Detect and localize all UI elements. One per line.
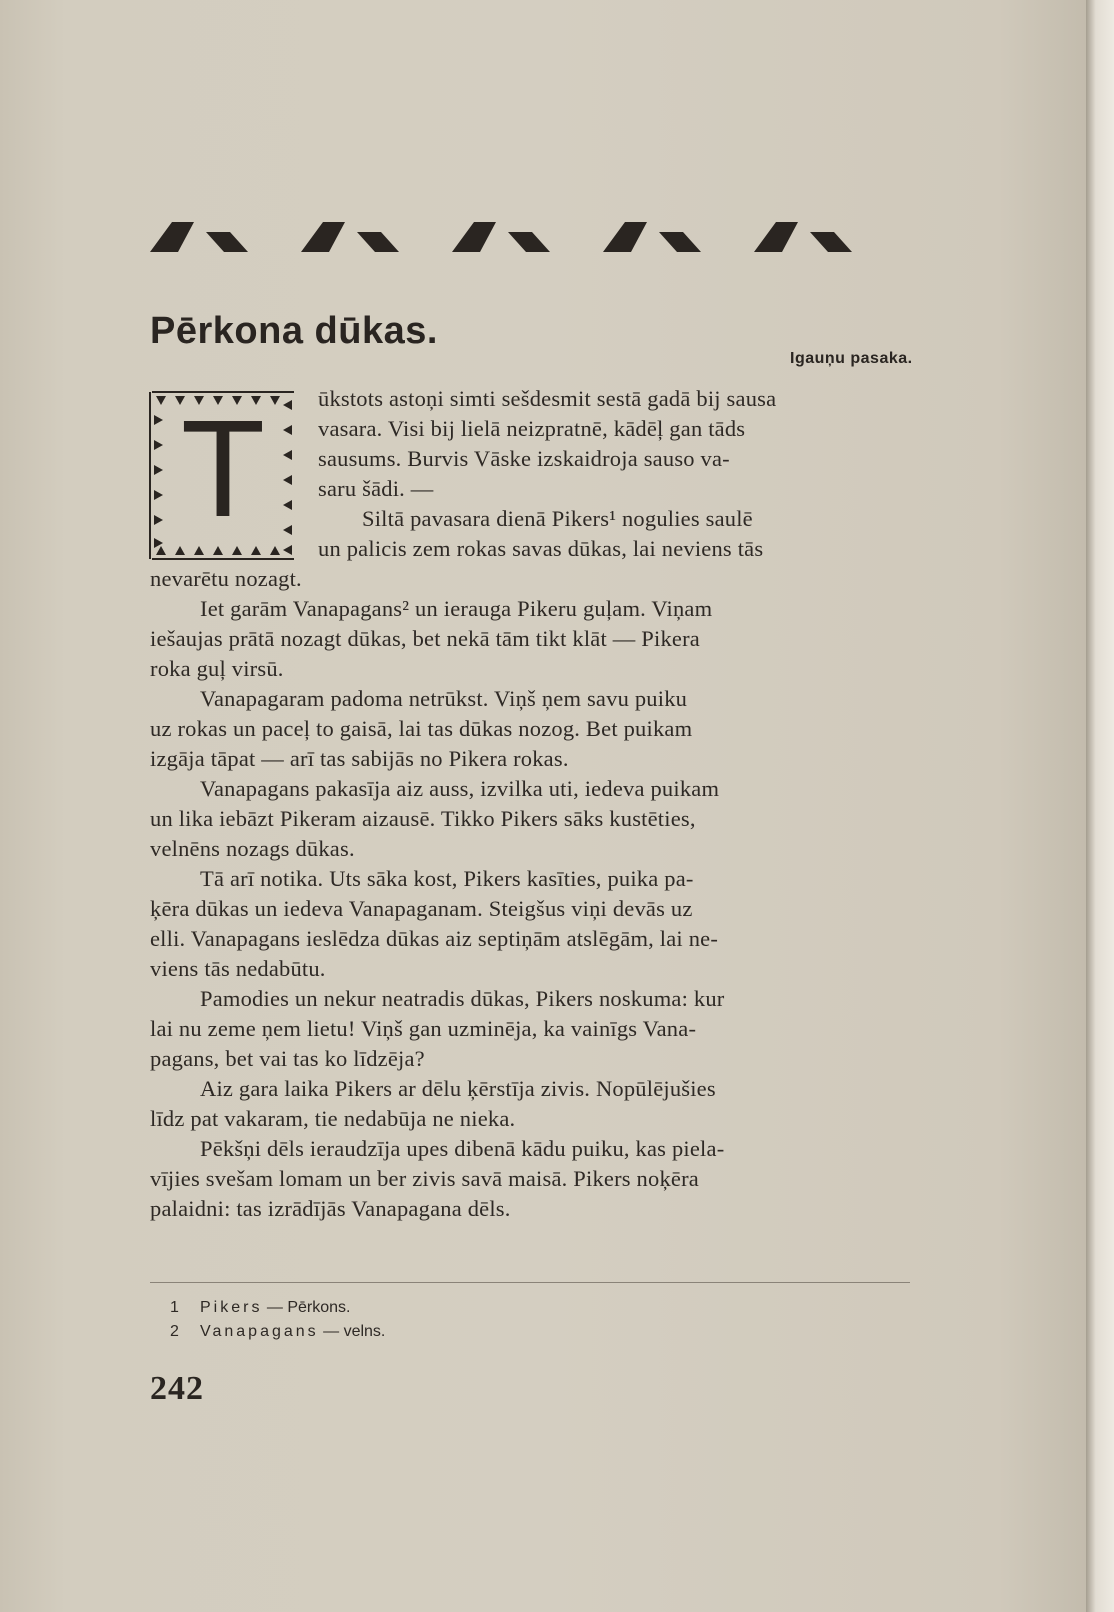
page-number: 242 (150, 1370, 204, 1407)
text-line: Tā arī notika. Uts sāka kost, Pikers kasīties, puika pa- (200, 866, 694, 891)
text-line: vasara. Visi bij lielā neizpratnē, kādēļ gan tāds (318, 416, 746, 441)
text-line: vījies svešam lomam un ber zivis savā maisā. Pikers noķēra (150, 1166, 699, 1191)
text-line: Siltā pavasara dienā Pikers¹ nogulies saulē (362, 506, 753, 531)
text-line: palaidni: tas izrādījās Vanapagana dēls. (150, 1196, 511, 1221)
footnote-definition: — velns. (323, 1323, 386, 1340)
text-line: Pēkšņi dēls ieraudzīja upes dibenā kādu puiku, kas piela- (200, 1136, 725, 1161)
story-title: Pērkona dūkas. (150, 310, 438, 352)
text-line: iešaujas prātā nozagt dūkas, bet nekā tām tikt klāt — Pikera (150, 626, 700, 651)
text-line: nevarētu nozagt. (150, 566, 302, 591)
text-line: Vanapagans pakasīja aiz auss, izvilka uti, iedeva puikam (200, 776, 720, 801)
text-line: līdz pat vakaram, tie nedabūja ne nieka. (150, 1106, 516, 1131)
footnote-term: Pikers (200, 1299, 263, 1316)
footnote-mark: 1 (170, 1299, 179, 1316)
header-ornament (150, 222, 905, 252)
text-line: un lika iebāzt Pikeram aizausē. Tikko Pikers sāks kustēties, (150, 806, 696, 831)
footnote-rule (150, 1282, 910, 1283)
footnote-mark: 2 (170, 1323, 179, 1340)
text-line: pagans, bet vai tas ko līdzēja? (150, 1046, 425, 1071)
text-line: ūkstots astoņi simti sešdesmit sestā gadā bij sausa (318, 386, 777, 411)
text-line: uz rokas un paceļ to gaisā, lai tas dūkas nozog. Bet puikam (150, 716, 693, 741)
text-line: Pamodies un nekur neatradis dūkas, Pikers noskuma: kur (200, 986, 725, 1011)
story-subtitle: Igauņu pasaka. (790, 350, 913, 367)
drop-cap (148, 390, 298, 561)
text-line: viens tās nedabūtu. (150, 956, 326, 981)
page-edge (1086, 0, 1114, 1612)
drop-cap-letter: T (180, 392, 266, 546)
text-line: roka guļ virsū. (150, 656, 284, 681)
text-line: un palicis zem rokas savas dūkas, lai neviens tās (318, 536, 764, 561)
footnote-definition: — Pērkons. (266, 1299, 351, 1316)
text-line: lai nu zeme ņem lietu! Viņš gan uzminēja, ka vainīgs Vana- (150, 1016, 697, 1041)
text-line: Iet garām Vanapagans² un ierauga Pikeru guļam. Viņam (200, 596, 713, 621)
text-line: velnēns nozags dūkas. (150, 836, 355, 861)
text-line: izgāja tāpat — arī tas sabijās no Pikera rokas. (150, 746, 569, 771)
footnote (170, 1298, 351, 1318)
text-line: ķēra dūkas un iedeva Vanapaganam. Steigšus viņi devās uz (150, 896, 693, 921)
text-line: saru šādi. — (318, 476, 434, 501)
text-line: Aiz gara laika Pikers ar dēlu ķērstīja zivis. Nopūlējušies (200, 1076, 716, 1101)
footnote-term: Vanapagans (200, 1323, 319, 1340)
text-line: sausums. Burvis Vāske izskaidroja sauso va- (318, 446, 730, 471)
text-line: elli. Vanapagans ieslēdza dūkas aiz septiņām atslēgām, lai ne- (150, 926, 719, 951)
footnote (170, 1322, 386, 1342)
text-line: Vanapagaram padoma netrūkst. Viņš ņem savu puiku (200, 686, 688, 711)
